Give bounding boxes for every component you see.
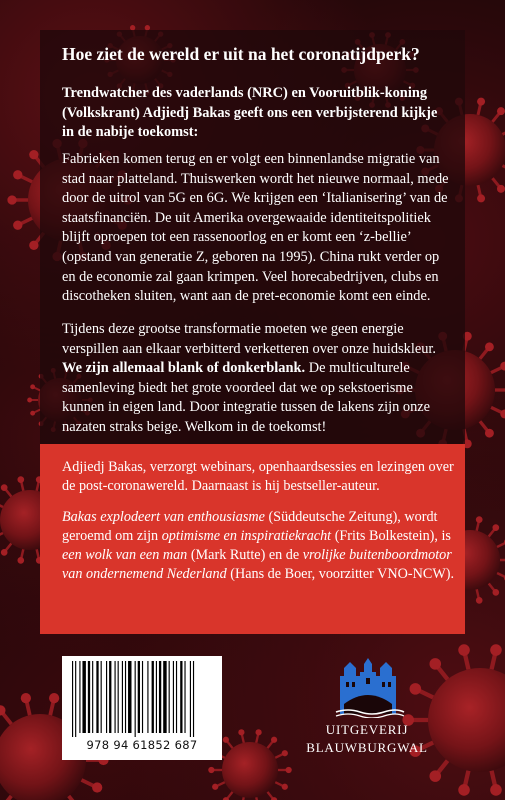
intro-paragraph: Trendwatcher des vaderlands (NRC) en Vooruitblik-koning (Volkskrant) Adjiedj Bakas geeft ons een verbijsterend kijkje in de nabije toekomst: (62, 85, 438, 141)
press-quotes (62, 508, 454, 584)
quote-3-source: (Mark Rutte) en de (187, 547, 303, 563)
isbn-barcode (62, 656, 222, 760)
back-cover-heading: Hoe ziet de wereld er uit na het coronatijdperk? (62, 44, 420, 64)
publisher-name-line-1: UITGEVERIJ (325, 722, 409, 737)
quote-1-source: (Süddeutsche Zeitung), wordt geroemd om zijn (62, 509, 438, 544)
author-bio: Adjiedj Bakas, verzorgt webinars, openhaardsessies en lezingen over de post-coronawereld. Daarnaast is hij bestseller-auteur. (62, 459, 454, 494)
quote-4: vrolijke buitenboordmotor van ondernemend Nederland (62, 547, 452, 582)
barcode-icon (70, 661, 214, 737)
body-paragraph-1: Fabrieken komen terug en er volgt een binnenlandse migratie van stad naar platteland. Thuiswerken wordt het nieuwe normaal, mede door de uitrol van 5G en 6G. We krijgen een ‘Italianisering’ van de staatsfinanciën. De uit Amerika overgewaaide identiteitspolitiek blijft oproepen tot een rassenoorlog en er komt een ‘z-bellie’ (opstand van generatie Z, geboren na 1995). China rukt verder op en de economie zal gaan krimpen. Veel horecabedrijven, clubs en discotheken sluiten, want aan de pret-economie komt een einde. (62, 151, 449, 305)
isbn-number: 978 94 61852 687 (86, 738, 198, 752)
quote-3: een wolk van een man (62, 547, 188, 563)
publisher-name-line-2: BLAUWBURGWAL (306, 740, 428, 755)
paragraph-2-emphasis: We zijn allemaal blank of donkerblank. (62, 360, 306, 377)
canal-houses-logo (318, 654, 418, 718)
quote-2-source: (Frits Bolkestein), is (331, 528, 451, 544)
paragraph-2-text-end: De multiculturele samenleving biedt het grote voordeel dat we op sekstoerisme kunnen in eigen land. Door integratie tussen de lakens zijn onze nazaten straks beige. Welkom in de toekomst! (62, 360, 431, 435)
paragraph-2-text: Tijdens deze grootse transformatie moeten we geen energie verspillen aan elkaar verbitterd verketteren over onze huidskleur. (62, 321, 436, 357)
quote-4-source: (Hans de Boer, voorzitter VNO-NCW). (226, 566, 454, 582)
quote-1: Bakas explodeert van enthousiasme (62, 509, 265, 525)
body-paragraph-2 (62, 320, 452, 438)
quote-2: optimisme en inspiratiekracht (161, 528, 332, 544)
